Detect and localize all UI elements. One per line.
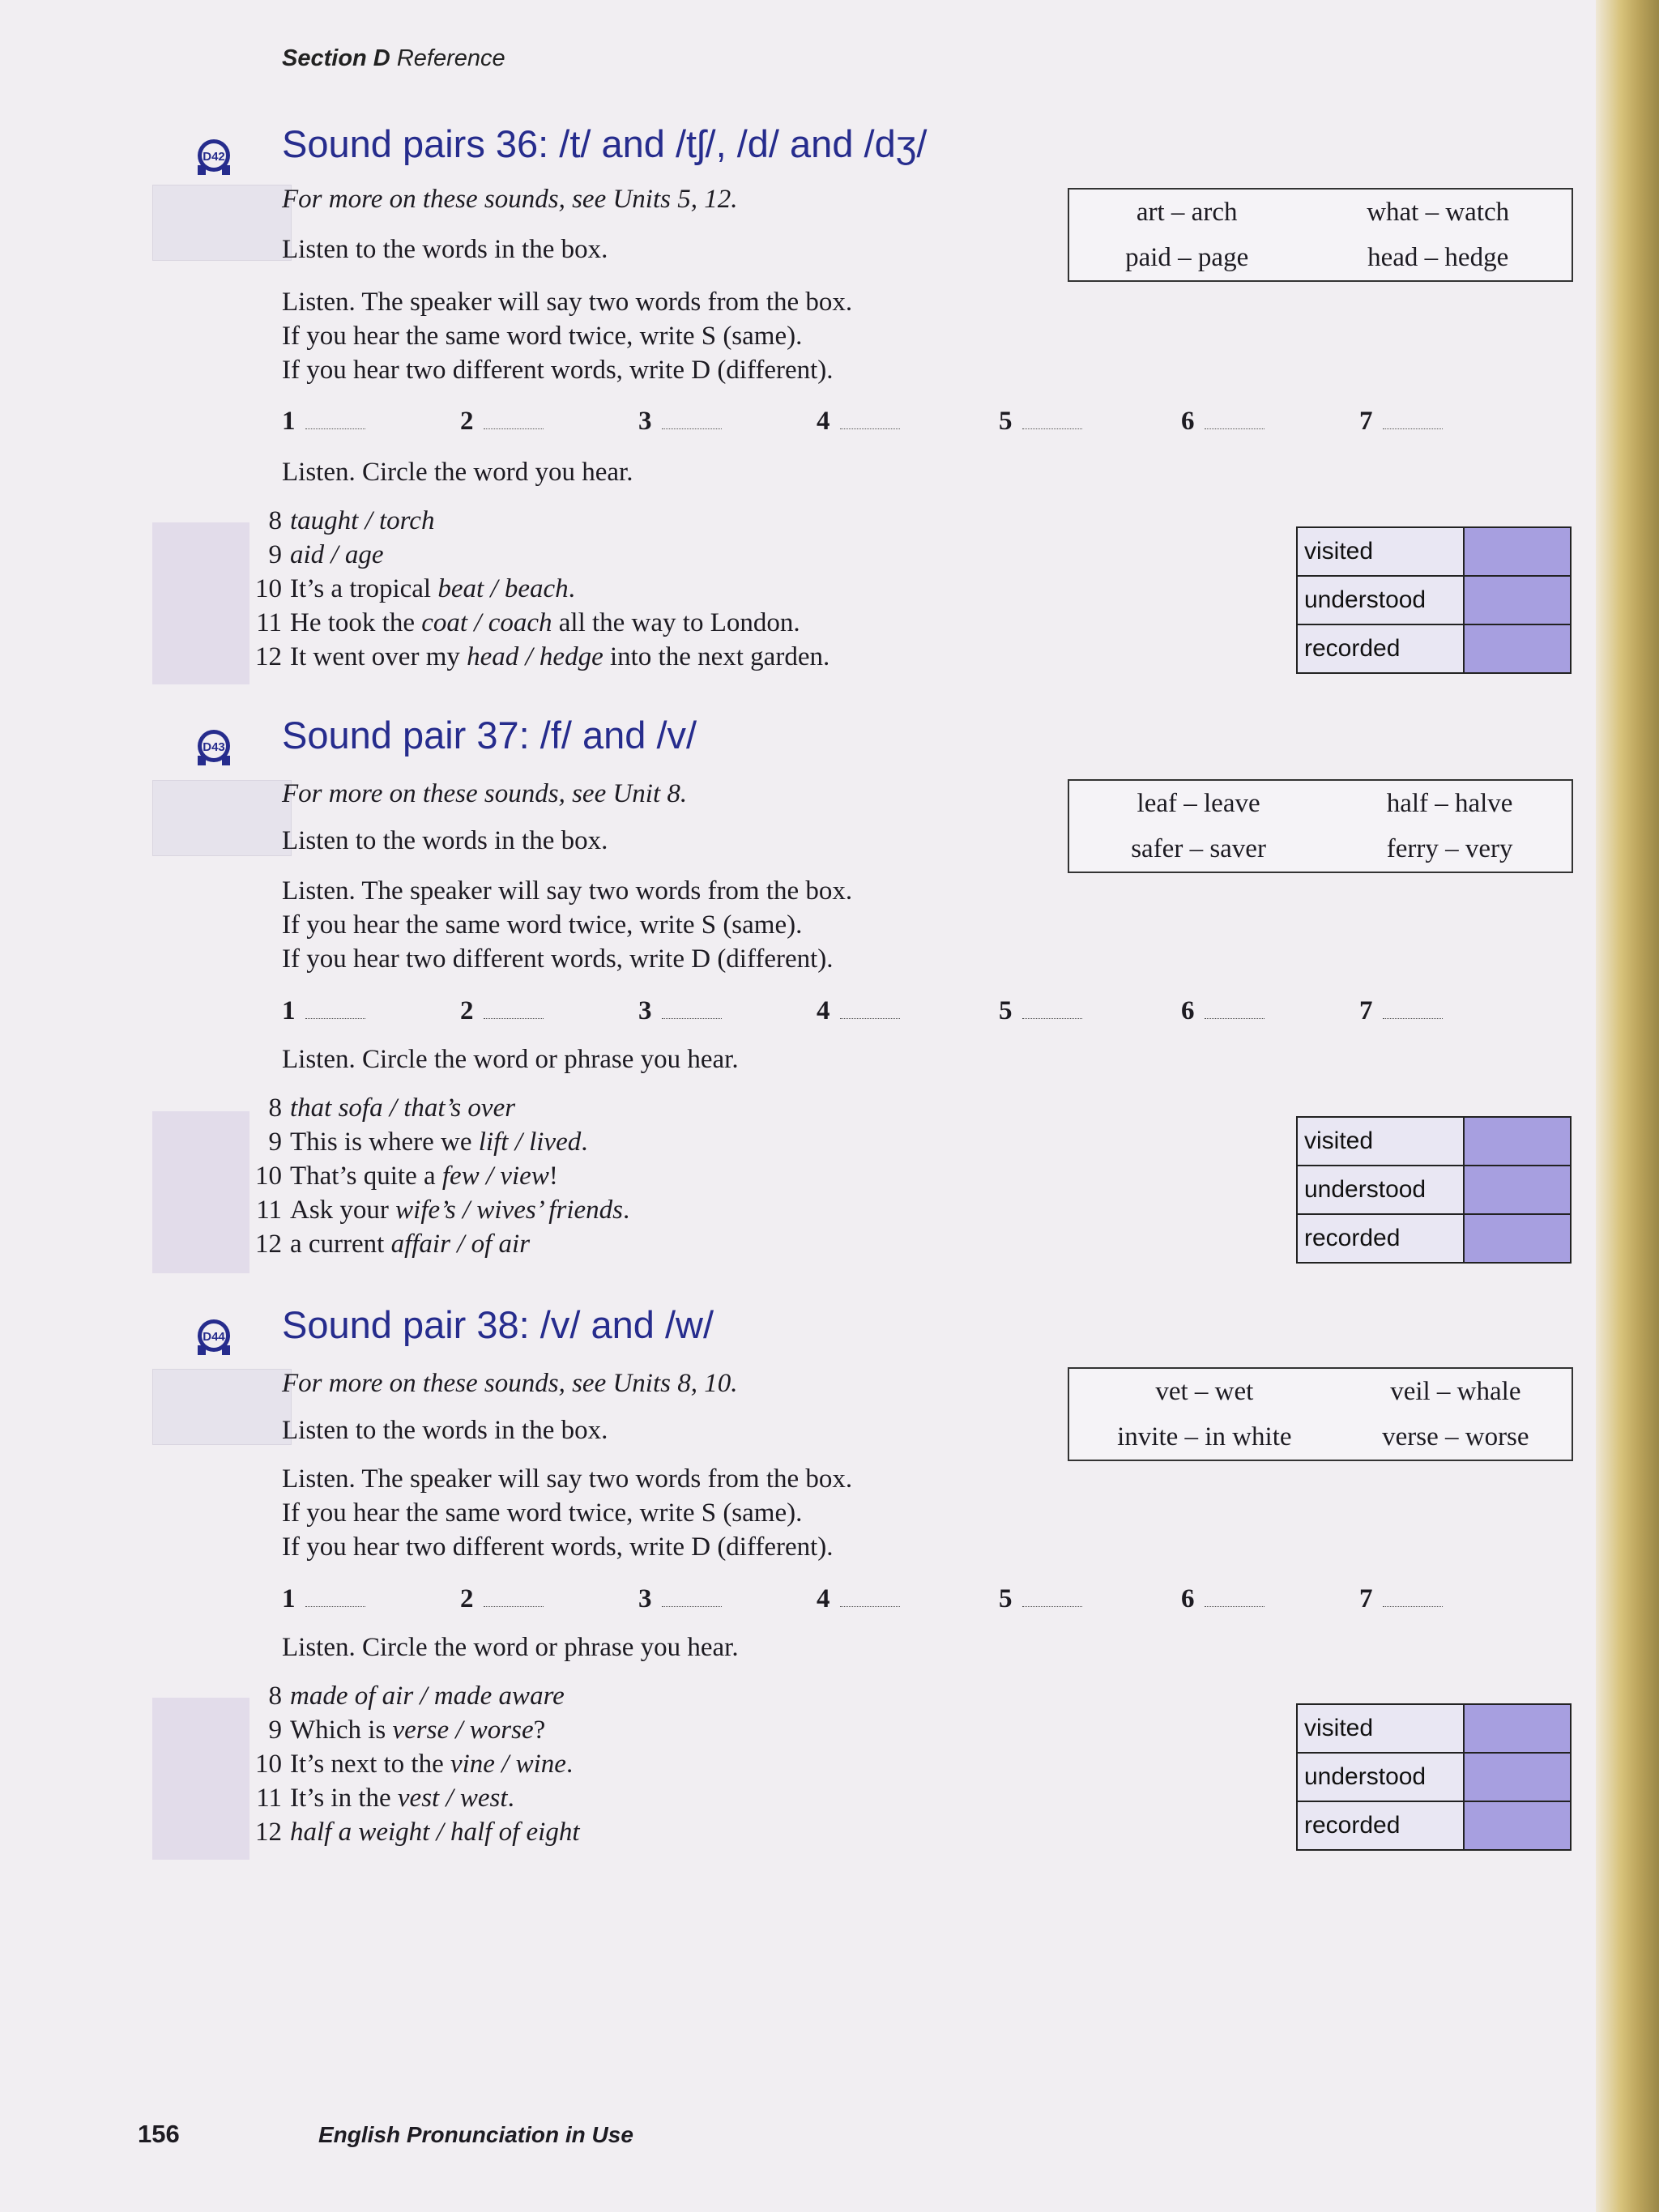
- page-number: 156: [138, 2120, 180, 2148]
- more-info-note: For more on these sounds, see Units 5, 12.: [282, 185, 738, 214]
- word-pair: paid – page: [1125, 242, 1249, 272]
- choice-text[interactable]: vest / west: [397, 1784, 508, 1813]
- listen-box-instruction: Listen to the words in the box.: [282, 235, 608, 264]
- answer-slot[interactable]: 6: [1181, 1584, 1265, 1614]
- show-through-block: [152, 1698, 249, 1860]
- running-header: [282, 45, 505, 72]
- exercise-item: 11 Ask your wife’s / wives’ friends.: [256, 1196, 630, 1225]
- listen-box-instruction: Listen to the words in the box.: [282, 826, 608, 855]
- answer-slot[interactable]: 3: [638, 996, 722, 1026]
- exercise-item: 8 that sofa / that’s over: [268, 1093, 516, 1123]
- choice-text[interactable]: head / hedge: [467, 642, 603, 671]
- answer-slot[interactable]: 4: [817, 996, 900, 1026]
- progress-checkbox[interactable]: [1464, 1166, 1571, 1214]
- progress-checkbox[interactable]: [1464, 1117, 1571, 1166]
- progress-checkbox[interactable]: [1464, 1801, 1571, 1850]
- instruction-line: If you hear the same word twice, write S (same).: [282, 910, 803, 940]
- circle-instruction: Listen. Circle the word you hear.: [282, 458, 633, 487]
- circle-instruction: Listen. Circle the word or phrase you hear.: [282, 1045, 739, 1074]
- progress-label: understood: [1297, 576, 1464, 624]
- answer-slot[interactable]: 2: [460, 1584, 544, 1614]
- answer-slot[interactable]: 1: [282, 1584, 365, 1614]
- exercise-item: 8 taught / torch: [268, 506, 435, 535]
- cd-track-label: D44: [203, 1330, 225, 1344]
- answer-slot[interactable]: 6: [1181, 407, 1265, 437]
- section-title: Sound pair 37: /f/ and /v/: [282, 714, 697, 757]
- choice-text[interactable]: vine / wine: [450, 1750, 566, 1779]
- instruction-line: Listen. The speaker will say two words from the box.: [282, 1464, 853, 1494]
- exercise-item: 12 a current affair / of air: [255, 1230, 531, 1259]
- circle-instruction: Listen. Circle the word or phrase you hear.: [282, 1633, 739, 1662]
- progress-label: recorded: [1297, 1801, 1464, 1850]
- choice-text[interactable]: lift / lived: [478, 1127, 582, 1157]
- instruction-line: If you hear the same word twice, write S (same).: [282, 1498, 803, 1528]
- progress-label: understood: [1297, 1753, 1464, 1801]
- more-info-note: For more on these sounds, see Units 8, 10.: [282, 1369, 738, 1398]
- choice-text[interactable]: beat / beach: [437, 574, 569, 603]
- word-pair: half – halve: [1386, 788, 1513, 818]
- progress-checkbox[interactable]: [1464, 527, 1571, 576]
- progress-label: recorded: [1297, 624, 1464, 673]
- more-info-note: For more on these sounds, see Unit 8.: [282, 779, 688, 808]
- answer-slot[interactable]: 4: [817, 1584, 900, 1614]
- progress-checkbox[interactable]: [1464, 1704, 1571, 1753]
- choice-text[interactable]: wife’s / wives’ friends: [395, 1196, 623, 1225]
- cd-track-icon: [193, 727, 235, 769]
- choice-text[interactable]: half a weight / half of eight: [290, 1818, 580, 1847]
- answer-slot[interactable]: 3: [638, 1584, 722, 1614]
- word-pair: leaf – leave: [1137, 788, 1260, 818]
- word-pair: verse – worse: [1382, 1421, 1529, 1451]
- show-through-block: [152, 522, 249, 684]
- answer-slot[interactable]: 5: [999, 1584, 1082, 1614]
- exercise-item: 8 made of air / made aware: [268, 1681, 565, 1711]
- cd-track-label: D42: [203, 150, 225, 164]
- progress-label: understood: [1297, 1166, 1464, 1214]
- progress-checkbox[interactable]: [1464, 624, 1571, 673]
- choice-text[interactable]: that sofa / that’s over: [290, 1093, 516, 1123]
- word-pair: art – arch: [1136, 197, 1238, 227]
- answer-slot[interactable]: 6: [1181, 996, 1265, 1026]
- choice-text[interactable]: affair / of air: [390, 1230, 531, 1259]
- exercise-item: 12 half a weight / half of eight: [255, 1818, 580, 1847]
- section-label: Section D: [282, 45, 390, 71]
- choice-text[interactable]: taught / torch: [290, 506, 435, 535]
- word-pair: veil – whale: [1390, 1376, 1521, 1406]
- exercise-item: 9 This is where we lift / lived.: [268, 1127, 588, 1157]
- choice-text[interactable]: verse / worse: [392, 1715, 534, 1745]
- word-pair: safer – saver: [1131, 833, 1266, 863]
- word-pairs-box: [1068, 779, 1573, 873]
- answer-slot[interactable]: 3: [638, 407, 722, 437]
- answer-slot[interactable]: 5: [999, 996, 1082, 1026]
- word-pairs-box: [1068, 1367, 1573, 1461]
- progress-checkbox[interactable]: [1464, 576, 1571, 624]
- exercise-item: 9 aid / age: [268, 540, 384, 569]
- choice-text[interactable]: aid / age: [290, 540, 384, 569]
- answer-slot[interactable]: 1: [282, 407, 365, 437]
- word-pair: head – hedge: [1367, 242, 1509, 272]
- progress-checklist: [1296, 1703, 1572, 1851]
- show-through-block: [152, 780, 292, 856]
- cd-track-icon: [193, 136, 235, 178]
- choice-text[interactable]: made of air / made aware: [290, 1681, 565, 1711]
- section-subtitle: Reference: [396, 45, 505, 71]
- word-pairs-box: [1068, 188, 1573, 282]
- instruction-line: If you hear two different words, write D (different).: [282, 1532, 834, 1562]
- answer-slot[interactable]: 5: [999, 407, 1082, 437]
- section-title: Sound pairs 36: /t/ and /tʃ/, /d/ and /dʒ/: [282, 122, 928, 165]
- progress-checklist: [1296, 526, 1572, 674]
- exercise-item: 11 It’s in the vest / west.: [256, 1784, 514, 1813]
- word-pair: what – watch: [1367, 197, 1510, 227]
- cd-track-icon: [193, 1316, 235, 1358]
- book-title: English Pronunciation in Use: [318, 2122, 633, 2147]
- choice-text[interactable]: coat / coach: [421, 608, 552, 637]
- listen-box-instruction: Listen to the words in the box.: [282, 1416, 608, 1445]
- answer-slot[interactable]: 4: [817, 407, 900, 437]
- progress-checklist: [1296, 1116, 1572, 1264]
- answer-slot[interactable]: 1: [282, 996, 365, 1026]
- instruction-line: Listen. The speaker will say two words from the box.: [282, 876, 853, 906]
- progress-label: visited: [1297, 527, 1464, 576]
- exercise-item: 10 It’s a tropical beat / beach.: [255, 574, 575, 603]
- instruction-line: If you hear two different words, write D (different).: [282, 944, 834, 974]
- progress-label: recorded: [1297, 1214, 1464, 1263]
- exercise-item: 10 It’s next to the vine / wine.: [255, 1750, 574, 1779]
- answer-slot[interactable]: 7: [1359, 407, 1443, 437]
- exercise-item: 12 It went over my head / hedge into the next garden.: [255, 642, 830, 671]
- choice-text[interactable]: few / view: [441, 1161, 549, 1191]
- exercise-item: 11 He took the coat / coach all the way to London.: [256, 608, 800, 637]
- word-pair: vet – wet: [1155, 1376, 1254, 1406]
- progress-label: visited: [1297, 1704, 1464, 1753]
- progress-checkbox[interactable]: [1464, 1753, 1571, 1801]
- instruction-line: If you hear the same word twice, write S (same).: [282, 322, 803, 351]
- cd-track-label: D43: [203, 740, 225, 754]
- instruction-line: If you hear two different words, write D (different).: [282, 356, 834, 385]
- answer-slot[interactable]: 7: [1359, 1584, 1443, 1614]
- word-pair: invite – in white: [1117, 1421, 1292, 1451]
- answer-slot[interactable]: 2: [460, 407, 544, 437]
- instruction-line: Listen. The speaker will say two words from the box.: [282, 288, 853, 317]
- answer-slot[interactable]: 7: [1359, 996, 1443, 1026]
- word-pair: ferry – very: [1386, 833, 1513, 863]
- show-through-block: [152, 1369, 292, 1445]
- progress-label: visited: [1297, 1117, 1464, 1166]
- progress-checkbox[interactable]: [1464, 1214, 1571, 1263]
- exercise-item: 9 Which is verse / worse?: [268, 1715, 546, 1745]
- show-through-block: [152, 185, 292, 261]
- section-title: Sound pair 38: /v/ and /w/: [282, 1303, 714, 1346]
- answer-slot[interactable]: 2: [460, 996, 544, 1026]
- show-through-block: [152, 1111, 249, 1273]
- exercise-item: 10 That’s quite a few / view!: [255, 1161, 558, 1191]
- page-edge-shadow: [1596, 0, 1659, 2212]
